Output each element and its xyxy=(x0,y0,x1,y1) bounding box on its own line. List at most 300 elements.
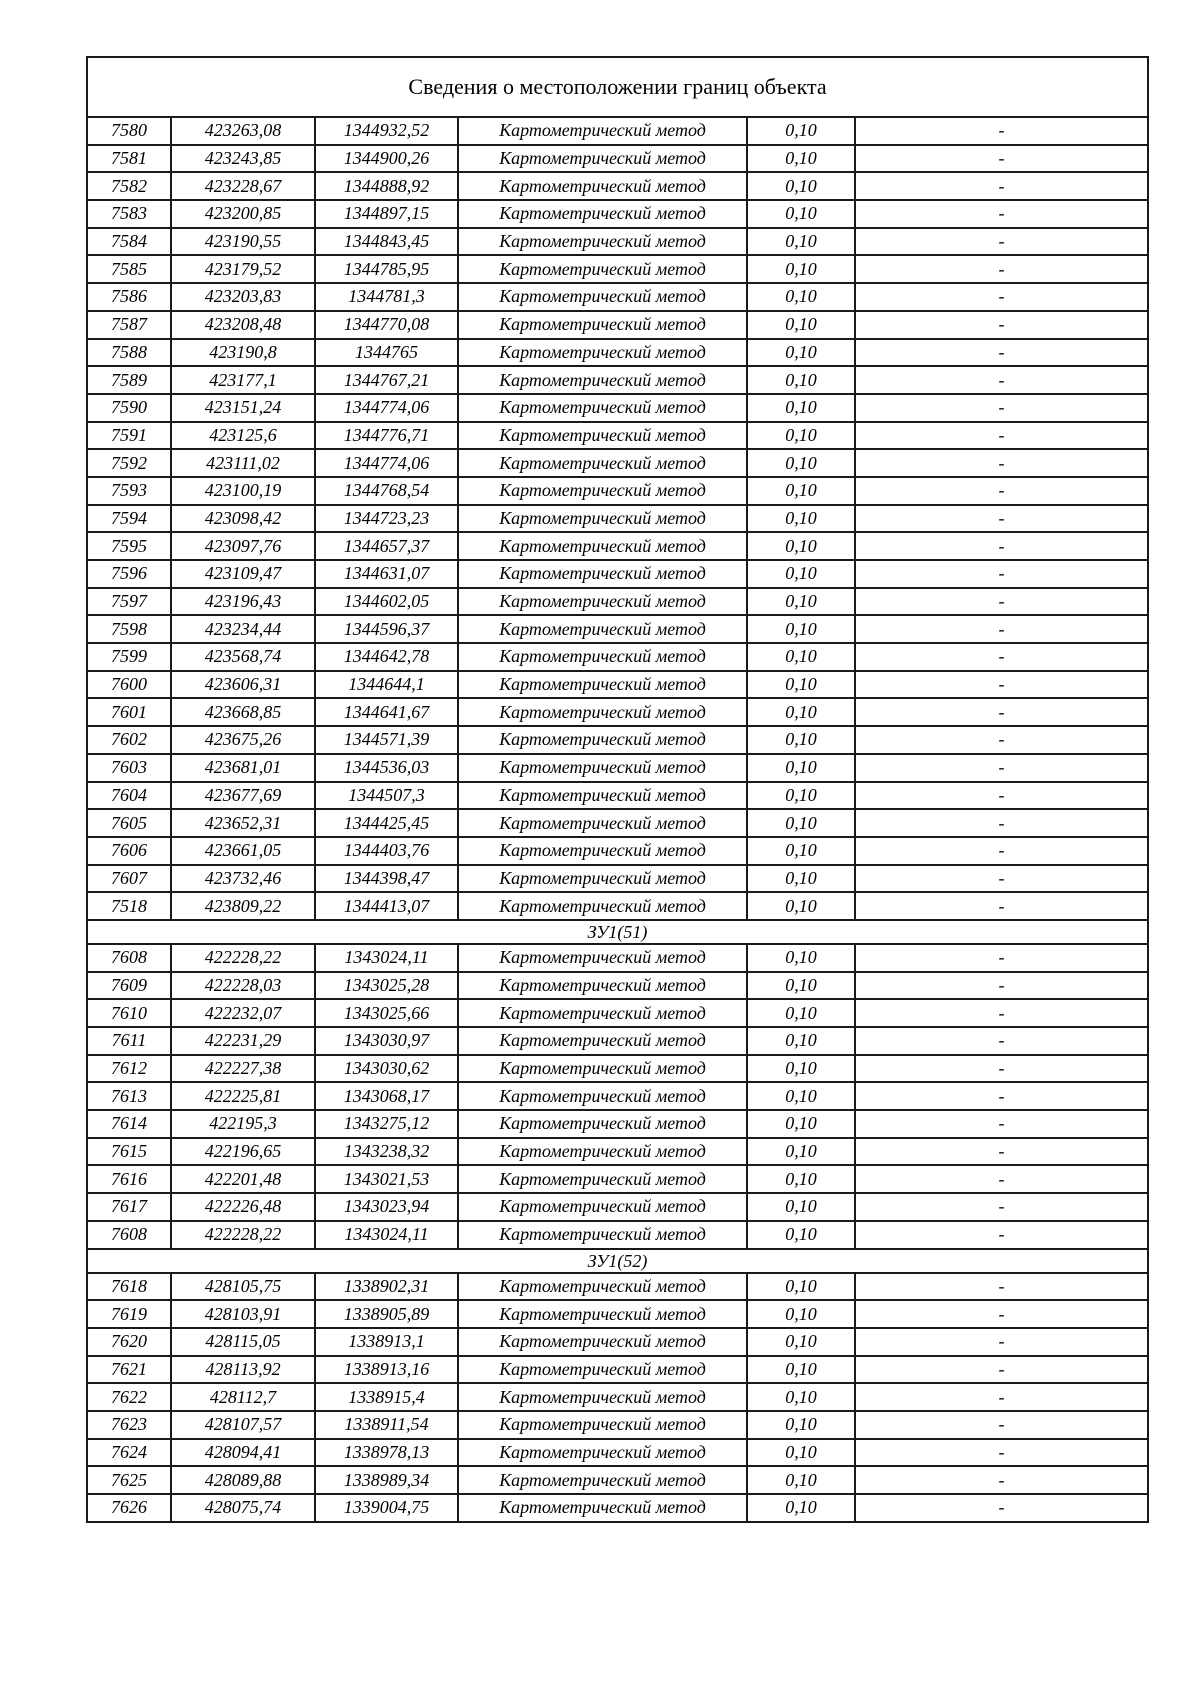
method-cell: Картометрический метод xyxy=(458,422,747,450)
coord-y-cell: 1343024,11 xyxy=(315,944,458,972)
accuracy-cell: 0,10 xyxy=(747,366,855,394)
accuracy-cell: 0,10 xyxy=(747,422,855,450)
coord-y-cell: 1343021,53 xyxy=(315,1165,458,1193)
coord-x-cell: 423177,1 xyxy=(171,366,315,394)
table-row xyxy=(87,339,1148,367)
table-row xyxy=(87,1411,1148,1439)
point-number-cell: 7614 xyxy=(87,1110,171,1138)
description-cell: - xyxy=(855,754,1148,782)
method-cell: Картометрический метод xyxy=(458,837,747,865)
description-cell: - xyxy=(855,394,1148,422)
accuracy-cell: 0,10 xyxy=(747,117,855,145)
method-cell: Картометрический метод xyxy=(458,1356,747,1384)
description-cell: - xyxy=(855,477,1148,505)
method-cell: Картометрический метод xyxy=(458,1110,747,1138)
coord-y-cell: 1344765 xyxy=(315,339,458,367)
point-number-cell: 7625 xyxy=(87,1466,171,1494)
table-row xyxy=(87,837,1148,865)
table-row xyxy=(87,615,1148,643)
coord-y-cell: 1343025,66 xyxy=(315,999,458,1027)
coord-x-cell: 423208,48 xyxy=(171,311,315,339)
method-cell: Картометрический метод xyxy=(458,200,747,228)
description-cell: - xyxy=(855,422,1148,450)
accuracy-cell: 0,10 xyxy=(747,1439,855,1467)
description-cell: - xyxy=(855,228,1148,256)
accuracy-cell: 0,10 xyxy=(747,394,855,422)
point-number-cell: 7604 xyxy=(87,782,171,810)
point-number-cell: 7608 xyxy=(87,944,171,972)
point-number-cell: 7596 xyxy=(87,560,171,588)
point-number-cell: 7624 xyxy=(87,1439,171,1467)
method-cell: Картометрический метод xyxy=(458,1411,747,1439)
coord-y-cell: 1343023,94 xyxy=(315,1193,458,1221)
accuracy-cell: 0,10 xyxy=(747,449,855,477)
coord-x-cell: 423652,31 xyxy=(171,809,315,837)
table-row xyxy=(87,944,1148,972)
table-row xyxy=(87,972,1148,1000)
coord-x-cell: 422232,07 xyxy=(171,999,315,1027)
point-number-cell: 7620 xyxy=(87,1328,171,1356)
accuracy-cell: 0,10 xyxy=(747,615,855,643)
method-cell: Картометрический метод xyxy=(458,1138,747,1166)
description-cell: - xyxy=(855,698,1148,726)
coord-y-cell: 1344642,78 xyxy=(315,643,458,671)
coord-x-cell: 428112,7 xyxy=(171,1383,315,1411)
coord-y-cell: 1344843,45 xyxy=(315,228,458,256)
method-cell: Картометрический метод xyxy=(458,311,747,339)
table-row xyxy=(87,117,1148,145)
accuracy-cell: 0,10 xyxy=(747,837,855,865)
table-row xyxy=(87,698,1148,726)
method-cell: Картометрический метод xyxy=(458,754,747,782)
coord-y-cell: 1338913,1 xyxy=(315,1328,458,1356)
point-number-cell: 7598 xyxy=(87,615,171,643)
table-row xyxy=(87,809,1148,837)
table-row xyxy=(87,366,1148,394)
accuracy-cell: 0,10 xyxy=(747,698,855,726)
coord-y-cell: 1344631,07 xyxy=(315,560,458,588)
description-cell: - xyxy=(855,145,1148,173)
description-cell: - xyxy=(855,1411,1148,1439)
table-row xyxy=(87,532,1148,560)
point-number-cell: 7601 xyxy=(87,698,171,726)
method-cell: Картометрический метод xyxy=(458,366,747,394)
coord-y-cell: 1344425,45 xyxy=(315,809,458,837)
coord-y-cell: 1339004,75 xyxy=(315,1494,458,1522)
coord-y-cell: 1344641,67 xyxy=(315,698,458,726)
table-row xyxy=(87,1082,1148,1110)
accuracy-cell: 0,10 xyxy=(747,999,855,1027)
coord-y-cell: 1344776,71 xyxy=(315,422,458,450)
coord-x-cell: 428107,57 xyxy=(171,1411,315,1439)
method-cell: Картометрический метод xyxy=(458,1027,747,1055)
table-row xyxy=(87,394,1148,422)
method-cell: Картометрический метод xyxy=(458,172,747,200)
method-cell: Картометрический метод xyxy=(458,283,747,311)
description-cell: - xyxy=(855,311,1148,339)
point-number-cell: 7619 xyxy=(87,1300,171,1328)
point-number-cell: 7613 xyxy=(87,1082,171,1110)
point-number-cell: 7600 xyxy=(87,671,171,699)
coord-x-cell: 422231,29 xyxy=(171,1027,315,1055)
method-cell: Картометрический метод xyxy=(458,1055,747,1083)
coord-y-cell: 1344507,3 xyxy=(315,782,458,810)
description-cell: - xyxy=(855,809,1148,837)
table-row xyxy=(87,1383,1148,1411)
coord-x-cell: 423190,8 xyxy=(171,339,315,367)
accuracy-cell: 0,10 xyxy=(747,1411,855,1439)
method-cell: Картометрический метод xyxy=(458,1466,747,1494)
accuracy-cell: 0,10 xyxy=(747,782,855,810)
coord-y-cell: 1344897,15 xyxy=(315,200,458,228)
table-body xyxy=(87,57,1148,1522)
accuracy-cell: 0,10 xyxy=(747,1110,855,1138)
coord-y-cell: 1344657,37 xyxy=(315,532,458,560)
point-number-cell: 7590 xyxy=(87,394,171,422)
table-row xyxy=(87,1193,1148,1221)
point-number-cell: 7583 xyxy=(87,200,171,228)
accuracy-cell: 0,10 xyxy=(747,1494,855,1522)
method-cell: Картометрический метод xyxy=(458,1273,747,1301)
point-number-cell: 7615 xyxy=(87,1138,171,1166)
accuracy-cell: 0,10 xyxy=(747,477,855,505)
point-number-cell: 7599 xyxy=(87,643,171,671)
method-cell: Картометрический метод xyxy=(458,892,747,920)
coord-y-cell: 1338915,4 xyxy=(315,1383,458,1411)
point-number-cell: 7612 xyxy=(87,1055,171,1083)
coord-x-cell: 422195,3 xyxy=(171,1110,315,1138)
table-row xyxy=(87,892,1148,920)
point-number-cell: 7581 xyxy=(87,145,171,173)
point-number-cell: 7588 xyxy=(87,339,171,367)
method-cell: Картометрический метод xyxy=(458,532,747,560)
point-number-cell: 7602 xyxy=(87,726,171,754)
description-cell: - xyxy=(855,837,1148,865)
section-label: ЗУ1(51) xyxy=(87,920,1148,944)
description-cell: - xyxy=(855,532,1148,560)
method-cell: Картометрический метод xyxy=(458,477,747,505)
point-number-cell: 7621 xyxy=(87,1356,171,1384)
method-cell: Картометрический метод xyxy=(458,1328,747,1356)
accuracy-cell: 0,10 xyxy=(747,339,855,367)
description-cell: - xyxy=(855,255,1148,283)
table-row xyxy=(87,505,1148,533)
method-cell: Картометрический метод xyxy=(458,588,747,616)
accuracy-cell: 0,10 xyxy=(747,726,855,754)
description-cell: - xyxy=(855,1383,1148,1411)
method-cell: Картометрический метод xyxy=(458,339,747,367)
method-cell: Картометрический метод xyxy=(458,1193,747,1221)
description-cell: - xyxy=(855,366,1148,394)
coord-x-cell: 423677,69 xyxy=(171,782,315,810)
method-cell: Картометрический метод xyxy=(458,782,747,810)
method-cell: Картометрический метод xyxy=(458,1494,747,1522)
table-row xyxy=(87,145,1148,173)
table-row xyxy=(87,588,1148,616)
coord-x-cell: 423675,26 xyxy=(171,726,315,754)
point-number-cell: 7610 xyxy=(87,999,171,1027)
table-row xyxy=(87,449,1148,477)
point-number-cell: 7617 xyxy=(87,1193,171,1221)
method-cell: Картометрический метод xyxy=(458,1221,747,1249)
description-cell: - xyxy=(855,172,1148,200)
accuracy-cell: 0,10 xyxy=(747,1027,855,1055)
description-cell: - xyxy=(855,1221,1148,1249)
point-number-cell: 7626 xyxy=(87,1494,171,1522)
coord-y-cell: 1344767,21 xyxy=(315,366,458,394)
coord-x-cell: 422227,38 xyxy=(171,1055,315,1083)
coord-x-cell: 428103,91 xyxy=(171,1300,315,1328)
point-number-cell: 7623 xyxy=(87,1411,171,1439)
description-cell: - xyxy=(855,726,1148,754)
method-cell: Картометрический метод xyxy=(458,1300,747,1328)
document-page xyxy=(86,56,1147,1523)
coord-y-cell: 1344888,92 xyxy=(315,172,458,200)
table-row xyxy=(87,1494,1148,1522)
table-row xyxy=(87,1300,1148,1328)
accuracy-cell: 0,10 xyxy=(747,311,855,339)
coord-x-cell: 428075,74 xyxy=(171,1494,315,1522)
coord-x-cell: 423732,46 xyxy=(171,865,315,893)
coord-x-cell: 422225,81 xyxy=(171,1082,315,1110)
coord-x-cell: 428115,05 xyxy=(171,1328,315,1356)
method-cell: Картометрический метод xyxy=(458,671,747,699)
coord-y-cell: 1338913,16 xyxy=(315,1356,458,1384)
method-cell: Картометрический метод xyxy=(458,1082,747,1110)
table-row xyxy=(87,1055,1148,1083)
coord-x-cell: 423098,42 xyxy=(171,505,315,533)
table-row xyxy=(87,782,1148,810)
coord-x-cell: 422228,22 xyxy=(171,1221,315,1249)
coord-y-cell: 1338902,31 xyxy=(315,1273,458,1301)
table-row xyxy=(87,865,1148,893)
coord-y-cell: 1344403,76 xyxy=(315,837,458,865)
description-cell: - xyxy=(855,865,1148,893)
description-cell: - xyxy=(855,1165,1148,1193)
accuracy-cell: 0,10 xyxy=(747,172,855,200)
point-number-cell: 7597 xyxy=(87,588,171,616)
accuracy-cell: 0,10 xyxy=(747,1165,855,1193)
coord-x-cell: 423111,02 xyxy=(171,449,315,477)
coord-y-cell: 1344413,07 xyxy=(315,892,458,920)
point-number-cell: 7609 xyxy=(87,972,171,1000)
description-cell: - xyxy=(855,1027,1148,1055)
table-row xyxy=(87,1439,1148,1467)
coord-x-cell: 423125,6 xyxy=(171,422,315,450)
coord-y-cell: 1338911,54 xyxy=(315,1411,458,1439)
coord-x-cell: 422226,48 xyxy=(171,1193,315,1221)
coord-x-cell: 423809,22 xyxy=(171,892,315,920)
table-title: Сведения о местоположении границ объекта xyxy=(87,57,1148,117)
coord-y-cell: 1344596,37 xyxy=(315,615,458,643)
coord-x-cell: 423179,52 xyxy=(171,255,315,283)
coord-x-cell: 423109,47 xyxy=(171,560,315,588)
coord-x-cell: 423097,76 xyxy=(171,532,315,560)
coord-y-cell: 1338978,13 xyxy=(315,1439,458,1467)
description-cell: - xyxy=(855,944,1148,972)
coord-x-cell: 423190,55 xyxy=(171,228,315,256)
coord-x-cell: 422196,65 xyxy=(171,1138,315,1166)
description-cell: - xyxy=(855,1356,1148,1384)
method-cell: Картометрический метод xyxy=(458,726,747,754)
coord-x-cell: 428105,75 xyxy=(171,1273,315,1301)
table-row xyxy=(87,1110,1148,1138)
accuracy-cell: 0,10 xyxy=(747,1193,855,1221)
method-cell: Картометрический метод xyxy=(458,615,747,643)
description-cell: - xyxy=(855,1328,1148,1356)
coord-x-cell: 423568,74 xyxy=(171,643,315,671)
point-number-cell: 7591 xyxy=(87,422,171,450)
point-number-cell: 7586 xyxy=(87,283,171,311)
description-cell: - xyxy=(855,200,1148,228)
accuracy-cell: 0,10 xyxy=(747,972,855,1000)
description-cell: - xyxy=(855,643,1148,671)
point-number-cell: 7603 xyxy=(87,754,171,782)
coord-y-cell: 1344571,39 xyxy=(315,726,458,754)
accuracy-cell: 0,10 xyxy=(747,643,855,671)
section-row xyxy=(87,920,1148,944)
description-cell: - xyxy=(855,1138,1148,1166)
accuracy-cell: 0,10 xyxy=(747,1466,855,1494)
point-number-cell: 7605 xyxy=(87,809,171,837)
accuracy-cell: 0,10 xyxy=(747,944,855,972)
description-cell: - xyxy=(855,1466,1148,1494)
table-row xyxy=(87,422,1148,450)
coord-x-cell: 423681,01 xyxy=(171,754,315,782)
coord-y-cell: 1344774,06 xyxy=(315,449,458,477)
accuracy-cell: 0,10 xyxy=(747,1082,855,1110)
accuracy-cell: 0,10 xyxy=(747,1328,855,1356)
accuracy-cell: 0,10 xyxy=(747,1273,855,1301)
description-cell: - xyxy=(855,1110,1148,1138)
coord-y-cell: 1343068,17 xyxy=(315,1082,458,1110)
method-cell: Картометрический метод xyxy=(458,1383,747,1411)
coord-y-cell: 1338905,89 xyxy=(315,1300,458,1328)
coord-x-cell: 423661,05 xyxy=(171,837,315,865)
method-cell: Картометрический метод xyxy=(458,228,747,256)
coord-x-cell: 428089,88 xyxy=(171,1466,315,1494)
method-cell: Картометрический метод xyxy=(458,972,747,1000)
point-number-cell: 7616 xyxy=(87,1165,171,1193)
description-cell: - xyxy=(855,615,1148,643)
accuracy-cell: 0,10 xyxy=(747,671,855,699)
accuracy-cell: 0,10 xyxy=(747,255,855,283)
point-number-cell: 7589 xyxy=(87,366,171,394)
accuracy-cell: 0,10 xyxy=(747,1055,855,1083)
accuracy-cell: 0,10 xyxy=(747,505,855,533)
coord-x-cell: 423200,85 xyxy=(171,200,315,228)
coord-y-cell: 1344768,54 xyxy=(315,477,458,505)
method-cell: Картометрический метод xyxy=(458,643,747,671)
description-cell: - xyxy=(855,1439,1148,1467)
coord-y-cell: 1344785,95 xyxy=(315,255,458,283)
coord-x-cell: 423100,19 xyxy=(171,477,315,505)
coord-x-cell: 423196,43 xyxy=(171,588,315,616)
description-cell: - xyxy=(855,972,1148,1000)
table-row xyxy=(87,172,1148,200)
description-cell: - xyxy=(855,283,1148,311)
section-label: ЗУ1(52) xyxy=(87,1249,1148,1273)
point-number-cell: 7622 xyxy=(87,1383,171,1411)
table-row xyxy=(87,671,1148,699)
accuracy-cell: 0,10 xyxy=(747,1221,855,1249)
coord-x-cell: 423606,31 xyxy=(171,671,315,699)
description-cell: - xyxy=(855,1300,1148,1328)
coord-y-cell: 1344644,1 xyxy=(315,671,458,699)
table-row xyxy=(87,311,1148,339)
accuracy-cell: 0,10 xyxy=(747,754,855,782)
accuracy-cell: 0,10 xyxy=(747,809,855,837)
coord-y-cell: 1344398,47 xyxy=(315,865,458,893)
coord-x-cell: 428113,92 xyxy=(171,1356,315,1384)
point-number-cell: 7595 xyxy=(87,532,171,560)
description-cell: - xyxy=(855,339,1148,367)
method-cell: Картометрический метод xyxy=(458,1165,747,1193)
description-cell: - xyxy=(855,1082,1148,1110)
accuracy-cell: 0,10 xyxy=(747,228,855,256)
coord-x-cell: 422228,03 xyxy=(171,972,315,1000)
coord-y-cell: 1343030,97 xyxy=(315,1027,458,1055)
method-cell: Картометрический метод xyxy=(458,560,747,588)
method-cell: Картометрический метод xyxy=(458,145,747,173)
table-row xyxy=(87,1027,1148,1055)
description-cell: - xyxy=(855,588,1148,616)
description-cell: - xyxy=(855,1193,1148,1221)
accuracy-cell: 0,10 xyxy=(747,865,855,893)
description-cell: - xyxy=(855,782,1148,810)
table-row xyxy=(87,754,1148,782)
table-row xyxy=(87,228,1148,256)
description-cell: - xyxy=(855,449,1148,477)
table-row xyxy=(87,1165,1148,1193)
description-cell: - xyxy=(855,505,1148,533)
coord-y-cell: 1344723,23 xyxy=(315,505,458,533)
table-row xyxy=(87,283,1148,311)
method-cell: Картометрический метод xyxy=(458,809,747,837)
accuracy-cell: 0,10 xyxy=(747,1138,855,1166)
coord-x-cell: 423234,44 xyxy=(171,615,315,643)
table-row xyxy=(87,1356,1148,1384)
method-cell: Картометрический метод xyxy=(458,865,747,893)
method-cell: Картометрический метод xyxy=(458,1439,747,1467)
accuracy-cell: 0,10 xyxy=(747,892,855,920)
point-number-cell: 7606 xyxy=(87,837,171,865)
point-number-cell: 7593 xyxy=(87,477,171,505)
point-number-cell: 7580 xyxy=(87,117,171,145)
table-row xyxy=(87,560,1148,588)
table-row xyxy=(87,255,1148,283)
description-cell: - xyxy=(855,671,1148,699)
coord-y-cell: 1343030,62 xyxy=(315,1055,458,1083)
coord-x-cell: 422201,48 xyxy=(171,1165,315,1193)
method-cell: Картометрический метод xyxy=(458,999,747,1027)
table-row xyxy=(87,726,1148,754)
accuracy-cell: 0,10 xyxy=(747,1300,855,1328)
table-row xyxy=(87,1138,1148,1166)
coord-x-cell: 423203,83 xyxy=(171,283,315,311)
coord-x-cell: 423228,67 xyxy=(171,172,315,200)
method-cell: Картометрический метод xyxy=(458,117,747,145)
table-row xyxy=(87,200,1148,228)
accuracy-cell: 0,10 xyxy=(747,200,855,228)
coord-y-cell: 1344774,06 xyxy=(315,394,458,422)
method-cell: Картометрический метод xyxy=(458,505,747,533)
table-row xyxy=(87,1273,1148,1301)
table-row xyxy=(87,999,1148,1027)
description-cell: - xyxy=(855,1055,1148,1083)
coord-x-cell: 422228,22 xyxy=(171,944,315,972)
method-cell: Картометрический метод xyxy=(458,944,747,972)
